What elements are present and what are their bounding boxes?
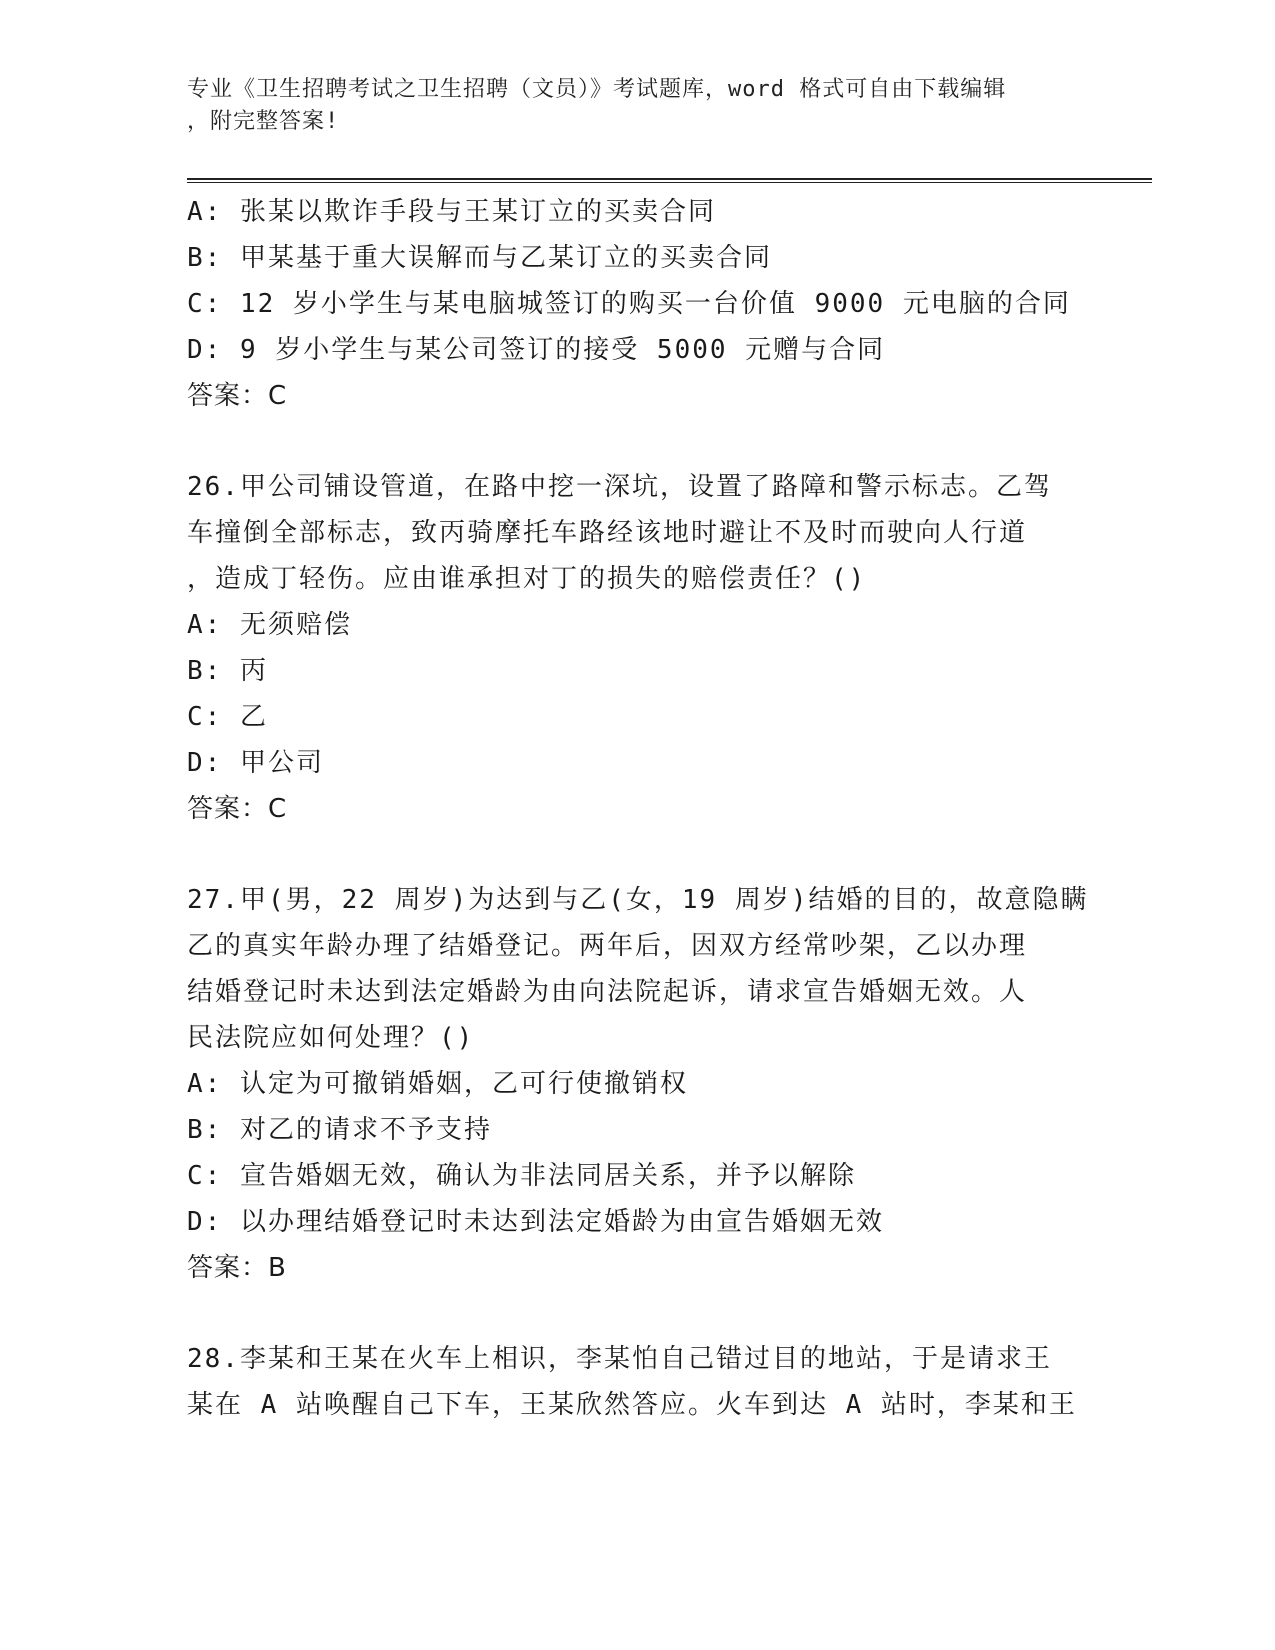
spacer: [187, 419, 1107, 464]
question-stem-line: 乙的真实年龄办理了结婚登记。两年后，因双方经常吵架，乙以办理: [187, 931, 1028, 961]
question-25: [187, 189, 1107, 419]
spacer: [187, 832, 1107, 877]
question-stem-line: ，造成丁轻伤。应由谁承担对丁的损失的赔偿责任？(): [187, 564, 867, 594]
question-stem-line: 28.李某和王某在火车上相识，李某怕自己错过目的地站，于是请求王: [187, 1344, 1052, 1374]
header-line-2: ，附完整答案!: [187, 109, 340, 134]
spacer: [187, 1291, 1107, 1336]
option-a: A: 张某以欺诈手段与王某订立的买卖合同: [187, 197, 716, 227]
question-stem-line: 27.甲(男，22 周岁)为达到与乙(女，19 周岁)结婚的目的，故意隐瞒: [187, 885, 1089, 915]
header-divider: [187, 178, 1152, 183]
option-a: A: 认定为可撤销婚姻，乙可行使撤销权: [187, 1069, 688, 1099]
option-d: D: 以办理结婚登记时未达到法定婚龄为由宣告婚姻无效: [187, 1207, 884, 1237]
option-b: B: 对乙的请求不予支持: [187, 1115, 492, 1145]
question-stem-line: 结婚登记时未达到法定婚龄为由向法院起诉，请求宣告婚姻无效。人: [187, 977, 1028, 1007]
question-stem-line: 车撞倒全部标志，致丙骑摩托车路经该地时避让不及时而驶向人行道: [187, 518, 1028, 548]
question-27: [187, 877, 1107, 1291]
question-26: [187, 464, 1107, 832]
option-b: B: 丙: [187, 656, 268, 686]
document-header: [187, 74, 1077, 138]
question-stem-line: 民法院应如何处理？(): [187, 1023, 475, 1053]
option-d: D: 甲公司: [187, 748, 324, 778]
question-28: [187, 1336, 1107, 1428]
option-d: D: 9 岁小学生与某公司签订的接受 5000 元赠与合同: [187, 335, 886, 365]
answer: 答案：B: [187, 1253, 287, 1283]
question-list: [187, 189, 1107, 1428]
option-a: A: 无须赔偿: [187, 610, 352, 640]
option-c: C: 宣告婚姻无效，确认为非法同居关系，并予以解除: [187, 1161, 856, 1191]
answer: 答案：C: [187, 381, 288, 411]
option-b: B: 甲某基于重大误解而与乙某订立的买卖合同: [187, 243, 772, 273]
answer: 答案：C: [187, 794, 288, 824]
option-c: C: 12 岁小学生与某电脑城签订的购买一台价值 9000 元电脑的合同: [187, 289, 1071, 319]
question-stem-line: 26.甲公司铺设管道，在路中挖一深坑，设置了路障和警示标志。乙驾: [187, 472, 1052, 502]
option-c: C: 乙: [187, 702, 268, 732]
header-line-1: 专业《卫生招聘考试之卫生招聘（文员）》考试题库，word 格式可自由下载编辑: [187, 77, 1007, 102]
question-stem-line: 某在 A 站唤醒自己下车，王某欣然答应。火车到达 A 站时，李某和王: [187, 1390, 1077, 1420]
